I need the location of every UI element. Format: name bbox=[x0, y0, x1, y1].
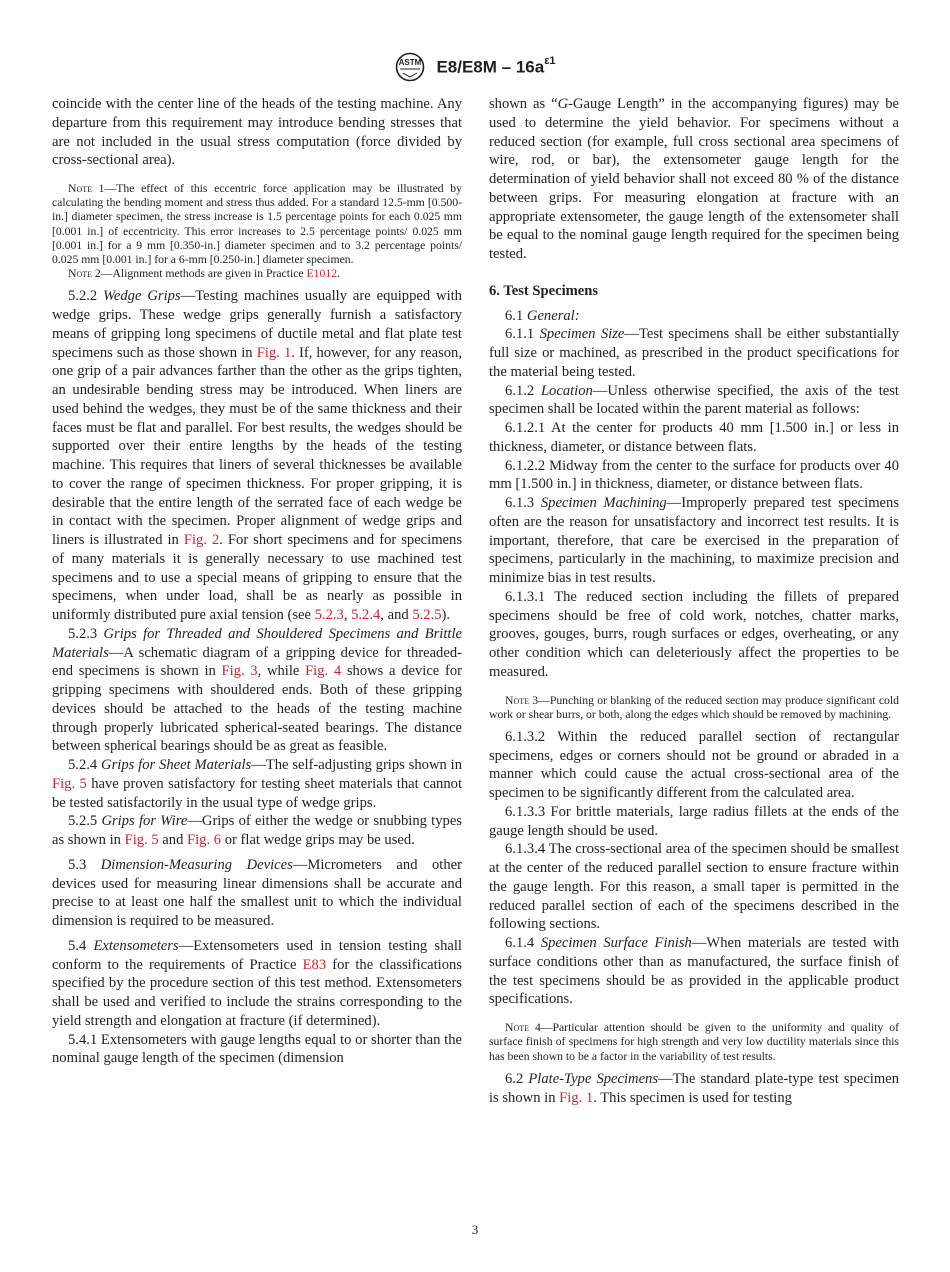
link-e83[interactable]: E83 bbox=[302, 956, 327, 973]
link-fig-5[interactable]: Fig. 5 bbox=[124, 832, 159, 849]
section-6-1-3: 6.1.3 Specimen Machining—Improperly prepared test specimens often are the reason for unsatisfactory and incorrect test results. It is important, therefore, that care be exercised in the preparation of specimens, particularly in the machining, to maximize precision and minimize bias in test results. bbox=[489, 495, 899, 586]
section-6-1-1: 6.1.1 Specimen Size—Test specimens shall be either substantially full size or machined, as prescribed in the product specifications for the material being tested. bbox=[489, 326, 899, 380]
section-5-2-3: 5.2.3 Grips for Threaded and Shouldered Specimens and Brittle Materials—A schematic diagram of a gripping device for threaded-end specimens is shown in Fig. 3, while Fig. 4 shows a device for gripping specimens with shouldered ends. Both of these gripping devices should be attached to the heads of the testing machine through properly lubricated spherical-seated bearings. The distance between spherical bearings should be as great as feasible. bbox=[52, 625, 463, 755]
section-5-4: 5.4 Extensometers—Extensometers used in tension testing shall conform to the requirements of Practice E83 for the classifications specified by the procedure section of this test method. Extensometers shall be used and verified to include the strains corresponding to the yield strength and elongation at fracture (if determined). bbox=[52, 937, 462, 1029]
note-4: Note 4—Particular attention should be given to the uniformity and quality of surface finish of specimens for high strength and very low ductility materials since this has been shown to be a factor in the variability of test results. bbox=[489, 1021, 899, 1063]
section-6-2: 6.2 Plate-Type Specimens—The standard plate-type test specimen is shown in Fig. 1. This specimen is used for testing bbox=[489, 1070, 899, 1106]
section-6-1-3-4: 6.1.3.4 The cross-sectional area of the specimen should be smallest at the center of the reduced parallel section to ensure fracture within the gauge length. For this reason, a small taper is permitted in the reduced parallel section of each of the specimens described in the following sections. bbox=[489, 841, 899, 933]
astm-logo-icon bbox=[394, 52, 426, 82]
note-2: Note 2—Alignment methods are given in Practice E1012. bbox=[68, 267, 340, 281]
link-5-2-4[interactable]: 5.2.4 bbox=[351, 607, 381, 624]
link-fig-1[interactable]: Fig. 1 bbox=[256, 344, 292, 361]
link-fig-1[interactable]: Fig. 1 bbox=[559, 1089, 594, 1106]
section-6-1-3-1: 6.1.3.1 The reduced section including the fillets of prepared specimens should be free of cold work, notches, chatter marks, grooves, gouges, burrs, rough surfaces or edges, overheating, or any other condition which can deleteriously affect the properties to be measured. bbox=[489, 588, 900, 680]
link-fig-3[interactable]: Fig. 3 bbox=[221, 663, 258, 680]
link-e1012[interactable]: E1012 bbox=[306, 267, 338, 281]
section-6-1-3-2: 6.1.3.2 Within the reduced parallel section of rectangular specimens, edges or corners should not be ground or abraded in a manner which could cause the actual cross-sectional area of the specimen to be significantly different from the calculated area. bbox=[489, 728, 899, 802]
section-5-3: 5.3 Dimension-Measuring Devices—Micrometers and other devices used for measuring linear dimensions shall be accurate and precise to at least one half the smallest unit to which the individual dimension is required to be measured. bbox=[52, 856, 462, 930]
section-5-2-4: 5.2.4 Grips for Sheet Materials—The self-adjusting grips shown in Fig. 5 have proven satisfactory for testing sheet materials that cannot be tested satisfactorily in the usual type of wedge grips. bbox=[52, 757, 462, 811]
section-6-1-4: 6.1.4 Specimen Surface Finish—When materials are tested with surface conditions other than as manufactured, the surface finish of the test specimens should be as provided in the applicable product specifications. bbox=[489, 935, 899, 1008]
note-1: Note 1—The effect of this eccentric force application may be illustrated by calculating the bending moment and stress thus added. For a standard 12.5-mm [0.500-in.] diameter specimen, the stress increase is 1.5 percentage points for each 0.025 mm [0.001 in.] of eccentricity. This error increases to 2.5 percentage points/ 0.025 mm [0.001 in.] for a 9 mm [0.350-in.] diameter specimen and to 3.2 percentage points/ 0.025 mm [0.001 in.] for a 6-mm [0.250-in.] diameter specimen. bbox=[52, 182, 462, 267]
logo-text: ASTM bbox=[399, 58, 422, 67]
link-5-2-3[interactable]: 5.2.3 bbox=[314, 607, 344, 624]
section-5-2-5: 5.2.5 Grips for Wire—Grips of either the wedge or snubbing types as shown in Fig. 5 and Fig. 6 or flat wedge grips may be used. bbox=[52, 813, 462, 849]
section-5-4-1: 5.4.1 Extensometers with gauge lengths equal to or shorter than the nominal gauge length of the specimen (dimension bbox=[52, 1031, 462, 1067]
link-fig-5[interactable]: Fig. 5 bbox=[52, 775, 87, 792]
paragraph-continuation: coincide with the center line of the heads of the testing machine. Any departure from this requirement may introduce bending stresses that are not included in the usual stress computation (force divided by cross-sectional area). bbox=[52, 96, 462, 169]
link-fig-4[interactable]: Fig. 4 bbox=[305, 663, 342, 680]
page-header bbox=[0, 52, 950, 86]
left-column bbox=[52, 95, 462, 1068]
note-3: Note 3—Punching or blanking of the reduced section may produce significant cold work or shear burrs, or both, along the edges which should be removed by machining. bbox=[489, 693, 899, 721]
section-6-1-2: 6.1.2 Location—Unless otherwise specified, the axis of the test specimen shall be located within the parent material as follows: bbox=[489, 382, 899, 418]
designation-superscript: ε1 bbox=[544, 54, 556, 67]
section-6-1-2-1: 6.1.2.1 At the center for products 40 mm [1.500 in.] or less in thickness, diameter, or distance between flats. bbox=[489, 420, 900, 455]
section-6-1-2-2: 6.1.2.2 Midway from the center to the surface for products over 40 mm [1.500 in.] in thickness, diameter, or distance between flats. bbox=[489, 457, 899, 493]
right-column bbox=[489, 95, 899, 1107]
link-fig-2[interactable]: Fig. 2 bbox=[183, 532, 220, 549]
standard-designation bbox=[436, 54, 556, 78]
designation-text: E8/E8M – 16a bbox=[436, 57, 545, 77]
paragraph-continuation-right: shown as “G-Gauge Length” in the accompanying figures) may be used to determine the yield behavior. For specimens without a reduced section (for example, full cross sectional area specimens of wire, rod, or bar), the extensometer gauge length for the determination of yield behavior shall not exceed 80 % of the distance between grips. For measuring elongation at fracture with an appropriate extensometer, the gauge length of the extensometer shall be equal to the nominal gauge length required for the specimen being tested. bbox=[489, 96, 899, 262]
section-heading-6: 6. Test Specimens bbox=[489, 282, 599, 299]
link-fig-6[interactable]: Fig. 6 bbox=[187, 832, 222, 849]
page-number: 3 bbox=[471, 1222, 479, 1237]
section-6-1: 6.1 General: bbox=[505, 307, 580, 324]
section-5-2-2: 5.2.2 Wedge Grips—Testing machines usually are equipped with wedge grips. These wedge grips generally furnish a satisfactory means of gripping long specimens of ductile metal and flat plate test specimens such as those shown in Fig. 1. If, however, for any reason, one grip of a pair advances farther than the other as the grips tighten, an undesirable bending stress may be introduced. When liners are used behind the wedges, they must be of the same thickness and their faces must be flat and parallel. For best results, the wedges should be supported over their entire lengths by the heads of the testing machine. This requires that liners of several thicknesses be available to cover the range of specimen thickness. For proper gripping, it is desirable that the entire length of the serrated face of each wedge be in contact with the specimen. Proper alignment of wedge grips and liners is illustrated in Fig. 2. For short specimens and for specimens of many materials it is generally necessary to use machined test specimens and to use a special means of gripping to ensure that the specimens, when under load, shall be as nearly as possible in uniformly distributed pure axial tension (see 5.2.3, 5.2.4, and 5.2.5). bbox=[52, 288, 463, 624]
section-6-1-3-3: 6.1.3.3 For brittle materials, large radius fillets at the ends of the gauge length should be used. bbox=[489, 803, 899, 839]
link-5-2-5[interactable]: 5.2.5 bbox=[412, 607, 442, 624]
